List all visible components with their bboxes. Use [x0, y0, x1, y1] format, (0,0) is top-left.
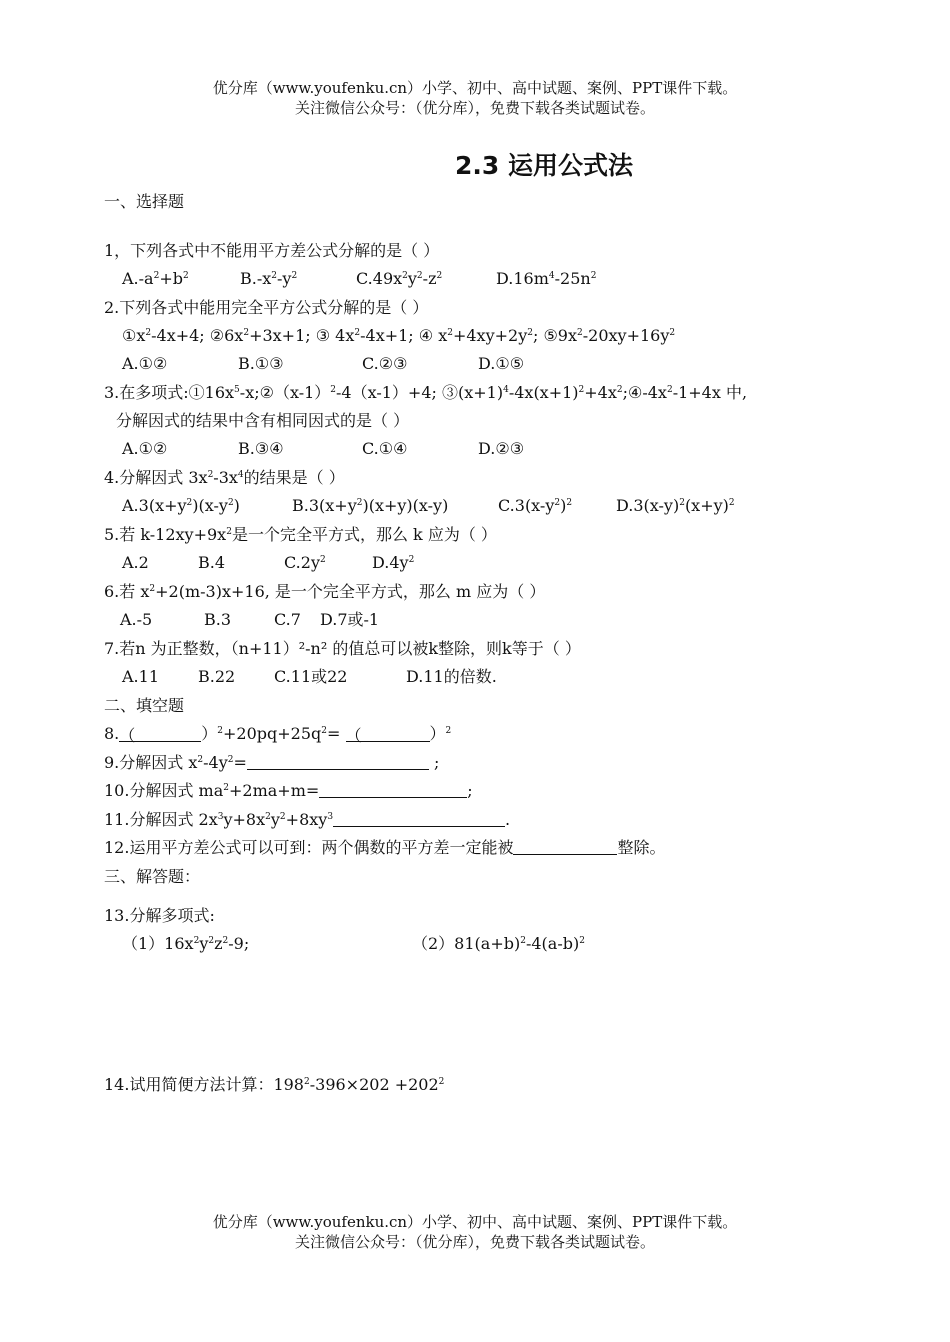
footer-line-2: 关注微信公众号：（优分库），免费下载各类试题试卷。: [294, 1233, 655, 1251]
question-13-part-2: $(2)81(a+b)^2-4(a-b)^2$: [412, 934, 585, 953]
answer-blank-10[interactable]: [319, 781, 467, 798]
question-4: 4.分解因式 $3x^2-3x^4$的结果是（ ）: [104, 468, 345, 487]
answer-blank-9[interactable]: [247, 753, 429, 770]
question-10: 10.分解因式 $ma^2+2ma+m=$ ;: [104, 781, 473, 800]
question-6: 6.若 $x^2+2(m-3)x+16$, 是一个完全平方式，那么 m 应为（ ）: [104, 582, 546, 601]
section-choice: 一、选择题: [104, 192, 185, 211]
question-7: 7.若n 为正整数，（n+11）²-n² 的值总可以被k整除，则k等于（ ）: [104, 639, 581, 658]
question-6-options: A.-5 B.3 C.7 D.7或-1: [120, 610, 380, 629]
question-14: 14.试用简便方法计算：$198^2-396\times 202 +202^2$: [104, 1075, 445, 1094]
question-12: 12.运用平方差公式可以可到：两个偶数的平方差一定能被 整除。: [104, 838, 666, 857]
question-3: 3.在多项式$:①16x^5-x;②(x-1)^2-4(x-1)+4$; $③(x+1)^4-4x(x+1)^2+4x^2;④-4x^2-1+4x$ 中,: [104, 383, 748, 402]
question-1-options: $A.-a^2+b^2$ $B.-x^2-y^2$ $C.49x^2y^2-z^2$ $D.16m^4-25n^2$: [122, 269, 597, 288]
footer-line-1: 优分库（www.youfenku.cn）小学、初中、高中试题、案例、PPT课件下载。: [212, 1213, 738, 1231]
page-title: 2.3 运用公式法: [455, 151, 633, 180]
question-7-options: A.11 B.22 C.11或22 D.11的倍数.: [122, 667, 497, 686]
question-8: 8.（ ）$^2+20pq+25q^2=$ （ ）$^2$: [104, 724, 452, 745]
header-line-1: 优分库（www.youfenku.cn）小学、初中、高中试题、案例、PPT课件下载。: [212, 79, 738, 97]
question-2: 2.下列各式中能用完全平方公式分解的是（ ）: [104, 298, 429, 317]
question-1: 1，下列各式中不能用平方差公式分解的是（ ）: [104, 241, 440, 260]
question-5: 5.若 $k-12xy+9x^2$是一个完全平方式，那么 k 应为（ ）: [104, 525, 497, 544]
section-fill: 二、填空题: [104, 696, 185, 715]
question-11: 11.分解因式 $2x^3y+8x^2y^2+8xy^3$ .: [104, 810, 511, 829]
answer-blank-12[interactable]: [513, 838, 617, 855]
question-2-items: $①x^2-4x+4$; $②6x^2+3x+1$; ③ $4x^2-4x+1$; ④ $x^2+4xy+2y^2$; $⑤9x^2-20xy+16y^2$: [122, 326, 676, 345]
question-4-options: $A.3(x+y^2)(x-y^2)$ $B.3(x+y^2)(x+y)(x-y)$ $C.3(x-y^2)^2$ $D.3(x-y)^2(x+y)^2$: [122, 496, 735, 515]
answer-blank-11[interactable]: [333, 810, 505, 827]
question-13: 13.分解多项式:: [104, 906, 215, 925]
question-2-options: A.①② B.①③ C.②③ D.①⑤: [122, 354, 525, 373]
question-3-options: A.①② B.③④ C.①④ D.②③: [122, 439, 525, 458]
question-9: 9.分解因式 $x^2-4y^2=$ ;: [104, 753, 440, 772]
question-5-options: A.2 B.4 $C.2y^2$ $D.4y^2$: [122, 553, 415, 572]
question-13-part-1: $(1)16x^2y^2z^2-9$;: [122, 934, 250, 953]
section-answer: 三、解答题：: [104, 867, 201, 886]
header-line-2: 关注微信公众号：（优分库），免费下载各类试题试卷。: [294, 99, 655, 117]
question-3-continued: 分解因式的结果中含有相同因式的是（ ）: [116, 411, 410, 430]
